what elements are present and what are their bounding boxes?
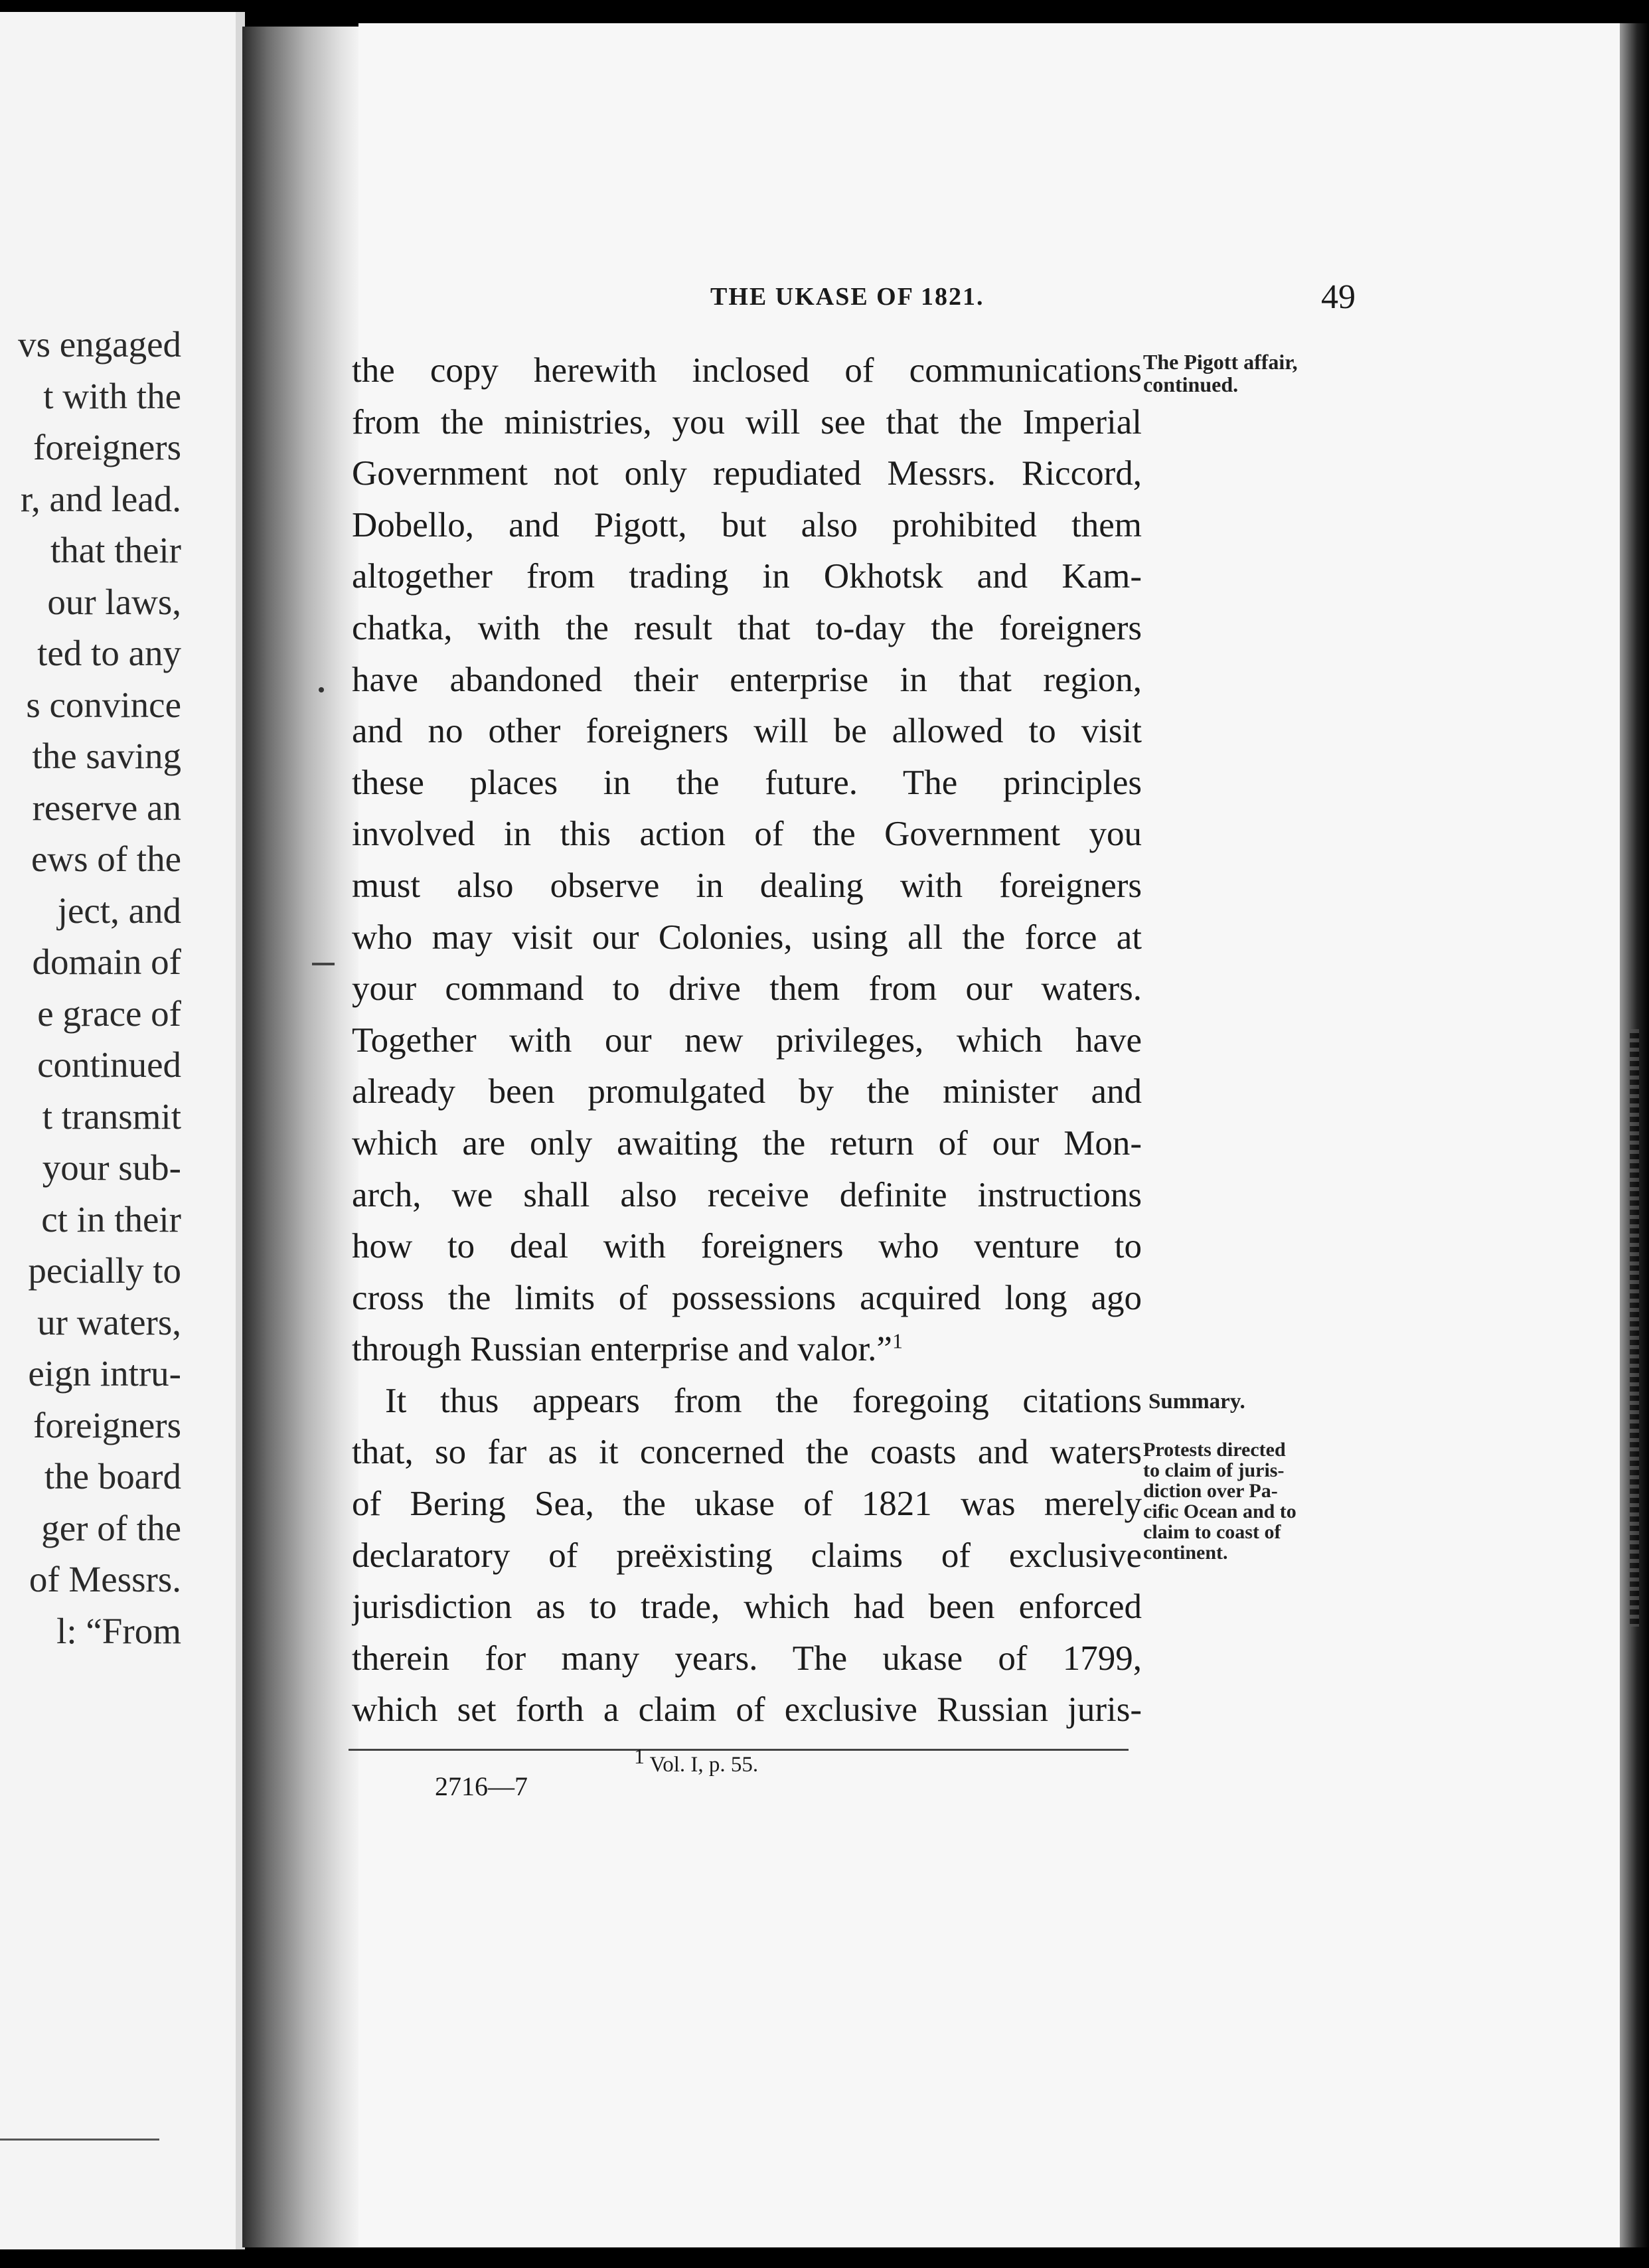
marginal-line: claim to coast of	[1143, 1521, 1281, 1543]
text-line: declaratory of preëxisting claims of exclusive	[352, 1536, 1142, 1575]
previous-page-text	[18, 319, 181, 1657]
previous-page-line: our laws,	[47, 581, 181, 622]
text-line: Government not only repudiated Messrs. Riccord,	[352, 454, 1142, 493]
text-line: Together with our new privileges, which have	[352, 1020, 1142, 1060]
marginal-line: continued.	[1143, 372, 1239, 396]
text-line: have abandoned their enterprise in that region,	[352, 660, 1142, 699]
binding-edge-texture	[1630, 1029, 1639, 1627]
quote-end-line	[352, 1324, 1142, 1376]
previous-page-line: vs engaged	[18, 324, 181, 364]
text-line: these places in the future. The principles	[352, 763, 1142, 802]
previous-page-line: e grace of	[37, 993, 181, 1034]
text-line: altogether from trading in Okhotsk and Kam-	[352, 557, 1142, 596]
previous-page-line: ct in their	[41, 1198, 181, 1240]
previous-page	[0, 12, 242, 2249]
previous-page-line: the saving	[32, 736, 181, 776]
previous-page-line: r, and lead.	[20, 478, 181, 519]
previous-page-line: reserve an	[32, 787, 181, 828]
footnote-text: Vol. I, p. 55.	[649, 1753, 759, 1777]
text-line: cross the limits of possessions acquired long ago	[352, 1278, 1142, 1317]
quote-end-text: through Russian enterprise and valor.”	[352, 1330, 892, 1369]
previous-page-line: foreigners	[33, 1404, 181, 1445]
book-gutter-shadow	[242, 27, 358, 2247]
marginal-line: to claim of juris-	[1143, 1459, 1285, 1481]
previous-page-line: that their	[50, 530, 181, 570]
footnote-marker: 1	[634, 1744, 645, 1768]
previous-page-line: ur waters,	[37, 1301, 181, 1342]
gutter-speck	[319, 687, 324, 692]
previous-page-line: l: “From	[56, 1610, 181, 1651]
previous-page-line: domain of	[32, 941, 181, 982]
previous-page-line: eign intru-	[28, 1353, 181, 1394]
marginal-note-protests	[1143, 1439, 1296, 1563]
running-title: THE UKASE OF 1821.	[710, 283, 984, 311]
marginal-note-summary: Summary.	[1148, 1390, 1245, 1414]
text-line: who may visit our Colonies, using all the force at	[352, 918, 1142, 957]
text-line: which set forth a claim of exclusive Russian juris-	[352, 1690, 1142, 1730]
marginal-note-pigott	[1143, 351, 1298, 396]
marginal-line: The Pigott affair,	[1143, 350, 1298, 374]
previous-page-line: ews of the	[31, 839, 181, 879]
previous-page-line: t with the	[43, 375, 181, 416]
footnote-rule	[349, 1749, 1129, 1751]
text-line: your command to drive them from our waters.	[352, 969, 1142, 1009]
previous-page-line: t transmit	[42, 1095, 181, 1137]
marginal-line: cific Ocean and to	[1143, 1500, 1296, 1522]
previous-page-line: of Messrs.	[29, 1559, 181, 1599]
text-line: how to deal with foreigners who venture to	[352, 1227, 1142, 1266]
footnote	[634, 1744, 759, 1777]
body-text	[352, 345, 1142, 1736]
previous-page-line: your sub-	[42, 1147, 181, 1188]
previous-page-line: ger of the	[41, 1507, 181, 1548]
text-line: and no other foreigners will be allowed to visit	[352, 712, 1142, 751]
previous-page-line: the board	[44, 1456, 181, 1497]
previous-page-line: foreigners	[33, 427, 181, 467]
previous-page-line: continued	[37, 1044, 181, 1085]
text-line: It thus appears from the foregoing citations	[385, 1381, 1142, 1420]
text-line: Dobello, and Pigott, but also prohibited them	[352, 505, 1142, 544]
marginal-line: continent.	[1143, 1542, 1228, 1564]
previous-page-line: pecially to	[28, 1250, 181, 1291]
previous-page-line: s convince	[26, 684, 181, 725]
text-line: involved in this action of the Government you	[352, 815, 1142, 854]
previous-page-line: ject, and	[57, 890, 181, 931]
marginal-line: diction over Pa-	[1143, 1480, 1278, 1502]
previous-page-line: ted to any	[37, 633, 181, 673]
footnote-reference: 1	[892, 1329, 903, 1353]
text-line: jurisdiction as to trade, which had been enforced	[352, 1587, 1142, 1627]
previous-page-footnote-rule	[0, 2139, 159, 2141]
text-line: arch, we shall also receive definite instructions	[352, 1175, 1142, 1214]
text-line: therein for many years. The ukase of 1799,	[352, 1639, 1142, 1678]
text-line: chatka, with the result that to-day the foreigners	[352, 608, 1142, 647]
text-line: which are only awaiting the return of our Mon-	[352, 1123, 1142, 1163]
page-number: 49	[1321, 278, 1356, 316]
text-line: that, so far as it concerned the coasts and waters	[352, 1433, 1142, 1472]
text-line: from the ministries, you will see that the Imperial	[352, 402, 1142, 442]
text-line: the copy herewith inclosed of communications	[352, 351, 1142, 390]
text-line: already been promulgated by the minister and	[352, 1072, 1142, 1111]
paragraph-summary	[352, 1376, 1142, 1736]
text-line: must also observe in dealing with foreigners	[352, 866, 1142, 905]
marginal-line: Protests directed	[1143, 1439, 1286, 1461]
gutter-mark	[312, 963, 335, 965]
paragraph-continued	[352, 345, 1142, 1324]
text-line: of Bering Sea, the ukase of 1821 was merely	[352, 1485, 1142, 1524]
signature-mark: 2716—7	[435, 1771, 528, 1801]
